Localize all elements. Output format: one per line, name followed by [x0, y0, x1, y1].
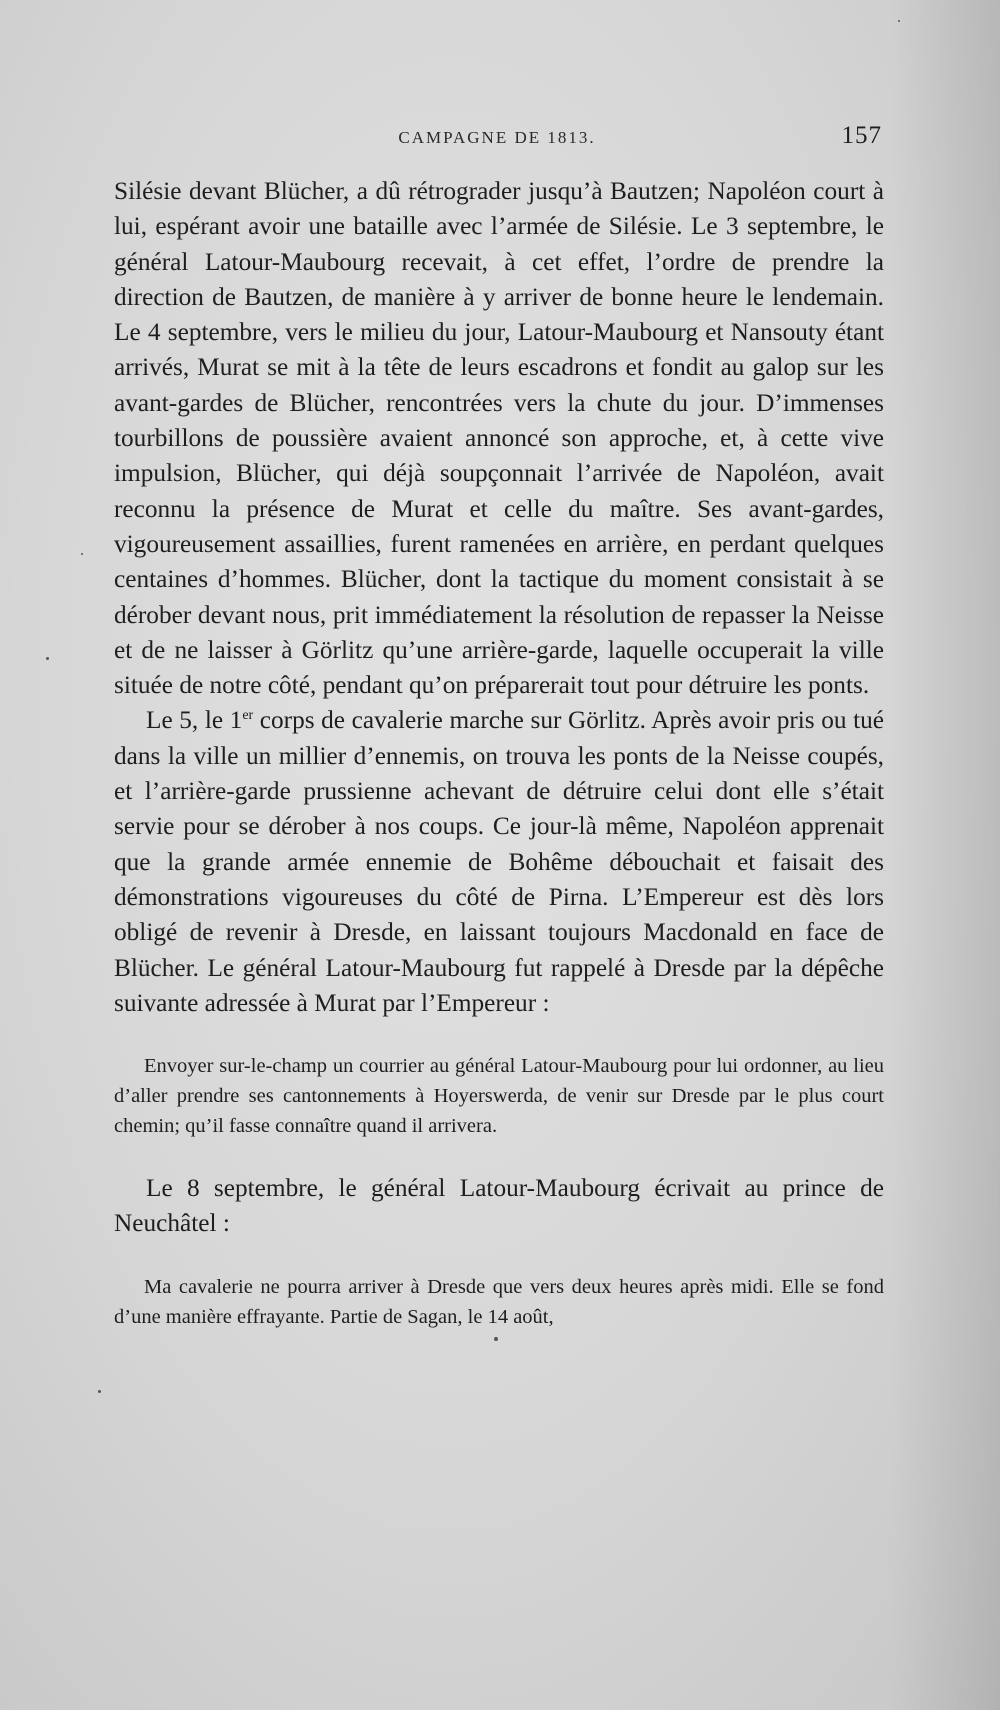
paragraph-le-5	[114, 703, 884, 1021]
running-title: CAMPAGNE DE 1813.	[398, 128, 596, 147]
paragraph-le-5-start: Le 5, le 1	[146, 706, 243, 735]
paragraph-le-8: Le 8 septembre, le général Latour-Maubourg écrivait au prince de Neuchâtel :	[114, 1174, 884, 1238]
quoted-dispatch: Envoyer sur-le-champ un courrier au général Latour-Maubourg pour lui ordonner, au lieu d’aller prendre ses cantonnements à Hoyerswerda, de venir sur Dresde par le plus court chemin; qu’il fasse connaître quand il arrivera.	[114, 1055, 884, 1138]
running-head	[112, 122, 882, 152]
ordinal-superscript: er	[242, 708, 254, 724]
paper-speck	[46, 657, 49, 660]
paragraph-continued: Silésie devant Blücher, a dû rétrograder jusqu’à Bautzen; Napoléon court à lui, espérant avoir une bataille avec l’armée de Silésie. Le 3 septembre, le général Latour-Maubourg recevait, à cet effet, l’ordre de prendre la direction de Bautzen, de manière à y arriver de bonne heure le lendemain. Le 4 septembre, vers le milieu du jour, Latour-Maubourg et Nansouty étant arrivés, Murat se mit à la tête de leurs escadrons et fondit au galop sur les avant-gardes de Blücher, rencontrées vers la chute du jour. D’immenses tourbillons de poussière avaient annoncé son approche, et, à cette vive impulsion, Blücher, qui déjà soupçonnait l’arrivée de Napoléon, avait reconnu la présence de Murat et celle du maître. Ses avant-gardes, vigoureusement assaillies, furent ramenées en arrière, en perdant quelques centaines d’hommes. Blücher, dont la tactique du moment consistait à se dérober devant nous, prit immédiatement la résolution de repasser la Neisse et de ne laisser à Görlitz qu’une arrière-garde, laquelle occuperait la ville située de notre côté, pendant qu’on préparerait tout pour détruire les ponts.	[114, 177, 884, 700]
paper-speck	[81, 553, 83, 555]
paper-speck	[898, 20, 900, 22]
paragraph-le-5-rest: corps de cavalerie marche sur Görlitz. Après avoir pris ou tué dans la ville un millier d’ennemis, on trouva les ponts de la Neisse coupés, et l’arrière-garde prussienne achevant de détruire celui dont elle s’était servie pour se dérober à nos coups. Ce jour-là même, Napoléon apprenait que la grande armée ennemie de Bohême débouchait et faisait des démonstrations vigoureuses du côté de Pirna. L’Empereur est dès lors obligé de revenir à Dresde, en laissant toujours Macdonald en face de Blücher. Le général Latour-Maubourg fut rappelé à Dresde par la dépêche suivante adressée à Murat par l’Empereur :	[114, 706, 885, 1017]
page-number: 157	[841, 122, 882, 149]
quoted-letter: Ma cavalerie ne pourra arriver à Dresde que vers deux heures après midi. Elle se fond d’une manière effrayante. Partie de Sagan, le 14 août,	[114, 1275, 884, 1328]
body-text	[114, 174, 884, 1332]
paper-speck	[98, 1390, 101, 1393]
paper-speck	[494, 1337, 498, 1341]
